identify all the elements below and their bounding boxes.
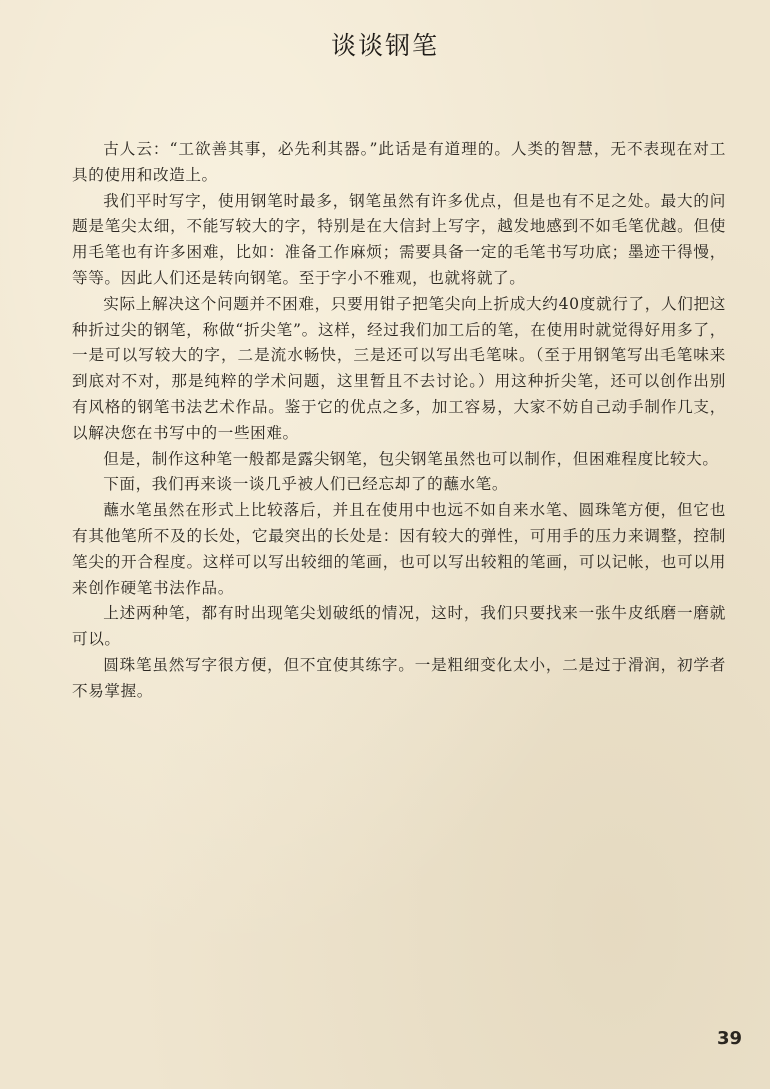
paragraph: 但是，制作这种笔一般都是露尖钢笔，包尖钢笔虽然也可以制作，但困难程度比较大。: [103, 449, 719, 468]
paragraph: 我们平时写字，使用钢笔时最多，钢笔虽然有许多优点，但是也有不足之处。最大的问题是笔尖太细，不能写较大的字，特别是在大信封上写字，越发地感到不如毛笔优越。但使用毛笔也有许多困难，比如：准备工作麻烦；需要具备一定的毛笔书写功底；墨迹干得慢，等等。因此人们还是转向钢笔。至于字小不雅观，也就将就了。: [72, 191, 726, 287]
paragraph: 下面，我们再来谈一谈几乎被人们已经忘却了的蘸水笔。: [103, 475, 509, 494]
article-body: [72, 137, 726, 705]
paragraph: 实际上解决这个问题并不困难，只要用钳子把笔尖向上折成大约40度就行了，人们把这种折过尖的钢笔，称做“折尖笔”。这样，经过我们加工后的笔，在使用时就觉得好用多了，一是可以写较大的字，二是流水畅快，三是还可以写出毛笔味。（至于用钢笔写出毛笔味来到底对不对，那是纯粹的学术问题，这里暂且不去讨论。）用这种折尖笔，还可以创作出别有风格的钢笔书法艺术作品。鉴于它的优点之多，加工容易，大家不妨自己动手制作几支，以解决您在书写中的一些困难。: [72, 294, 726, 442]
paragraph: 上述两种笔，都有时出现笔尖划破纸的情况，这时，我们只要找来一张牛皮纸磨一磨就可以。: [72, 604, 726, 649]
paragraph: 圆珠笔虽然写字很方便，但不宜使其练字。一是粗细变化太小，二是过于滑润，初学者不易掌握。: [72, 655, 726, 700]
page-title: 谈谈钢笔: [330, 31, 439, 60]
page-number: 39: [716, 1028, 742, 1049]
paragraph: 蘸水笔虽然在形式上比较落后，并且在使用中也远不如自来水笔、圆珠笔方便，但它也有其他笔所不及的长处，它最突出的长处是：因有较大的弹性，可用手的压力来调整，控制笔尖的开合程度。这样可以写出较细的笔画，也可以写出较粗的笔画，可以记帐，也可以用来创作硬笔书法作品。: [72, 501, 726, 597]
paragraph: 古人云：“工欲善其事，必先利其器。”此话是有道理的。人类的智慧，无不表现在对工具的使用和改造上。: [72, 140, 726, 184]
